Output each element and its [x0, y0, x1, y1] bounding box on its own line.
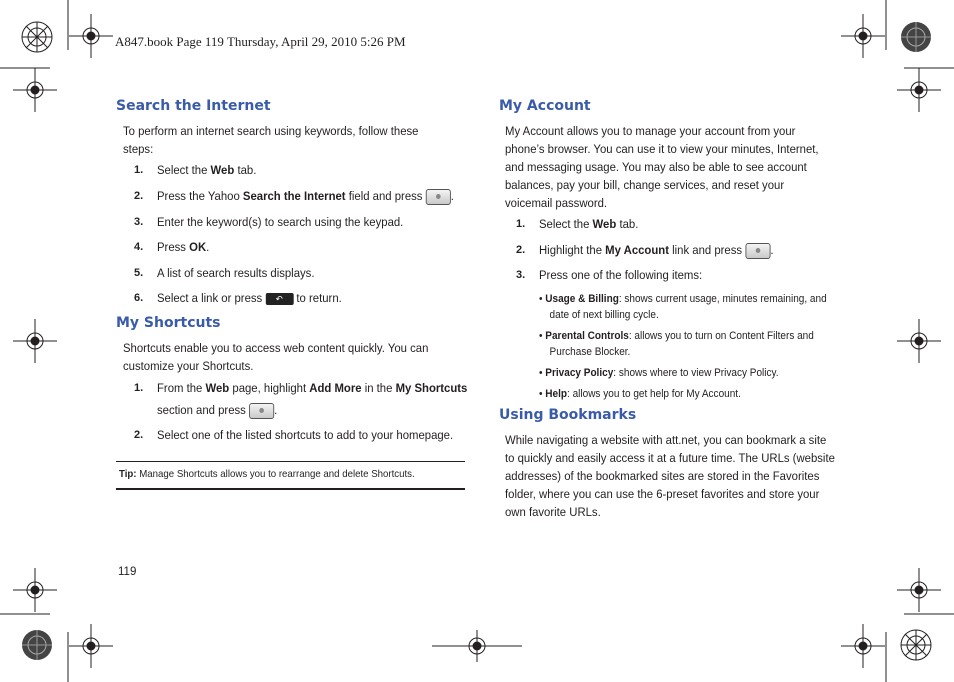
- account-heading: My Account: [499, 98, 591, 114]
- search-step-3: Enter the keyword(s) to search using the keypad.: [157, 215, 404, 229]
- account-intro: My Account allows you to manage your account from your phone’s browser. You can use it to view your minutes, Internet, and messaging usage. You may also be able to see account balances, pay your bill, change services, and reset your voicemail password.: [505, 124, 819, 210]
- step-number: 6.: [134, 292, 144, 304]
- tip-text: Tip: Manage Shortcuts allows you to rearrange and delete Shortcuts.: [119, 468, 415, 480]
- file-info-header: A847.book Page 119 Thursday, April 29, 2010 5:26 PM: [115, 34, 406, 49]
- step-number: 2.: [134, 429, 144, 441]
- tip-box: [116, 461, 465, 490]
- select-key-icon: [745, 243, 770, 259]
- back-key-icon: ↶: [265, 293, 293, 305]
- search-intro: To perform an internet search using keywords, follow these steps:: [123, 124, 419, 156]
- bullet-parental-controls: • Parental Controls: allows you to turn on Content Filters and Purchase Blocker.: [539, 330, 814, 358]
- shortcuts-step-2: Select one of the listed shortcuts to add to your homepage.: [157, 428, 454, 442]
- step-number: 2.: [134, 190, 144, 202]
- shortcuts-intro: Shortcuts enable you to access web content quickly. You can customize your Shortcuts.: [123, 341, 429, 373]
- shortcuts-step-1-cont: section and press .: [157, 403, 278, 417]
- bullet-usage-billing: • Usage & Billing: shows current usage, minutes remaining, and date of next billing cycle.: [539, 293, 827, 321]
- step-number: 1.: [134, 164, 144, 176]
- account-step-1: Select the Web tab.: [539, 217, 639, 231]
- bookmarks-heading: Using Bookmarks: [499, 407, 637, 423]
- search-step-1: Select the Web tab.: [157, 163, 257, 177]
- search-step-5: A list of search results displays.: [157, 266, 315, 280]
- step-number: 3.: [134, 216, 144, 228]
- step-number: 1.: [134, 382, 144, 394]
- bookmarks-body: While navigating a website with att.net, you can bookmark a site to quickly and easily access it at a future time. The URLs (website addresses) of the bookmarked sites are stored in the Favorites folder, where you can use the 6-preset favorites and store your own favorite URLs.: [505, 433, 835, 519]
- select-key-icon: [249, 403, 274, 419]
- step-number: 2.: [516, 244, 526, 256]
- search-step-6: Select a link or press ↶ to return.: [157, 291, 342, 305]
- account-step-2: Highlight the My Account link and press .: [539, 243, 774, 257]
- search-heading: Search the Internet: [116, 98, 271, 114]
- search-step-4: Press OK.: [157, 240, 210, 254]
- shortcuts-step-1: From the Web page, highlight Add More in the My Shortcuts: [157, 381, 468, 395]
- shortcuts-heading: My Shortcuts: [116, 315, 221, 331]
- select-key-icon: [426, 189, 451, 205]
- step-number: 4.: [134, 241, 144, 253]
- step-number: 5.: [134, 267, 144, 279]
- step-number: 3.: [516, 269, 526, 281]
- page-number: 119: [118, 566, 137, 578]
- account-step-3: Press one of the following items:: [539, 268, 703, 282]
- search-step-2: Press the Yahoo Search the Internet field and press .: [157, 189, 454, 203]
- bullet-privacy-policy: • Privacy Policy: shows where to view Privacy Policy.: [539, 367, 779, 379]
- bullet-help: • Help: allows you to get help for My Account.: [539, 388, 741, 400]
- step-number: 1.: [516, 218, 526, 230]
